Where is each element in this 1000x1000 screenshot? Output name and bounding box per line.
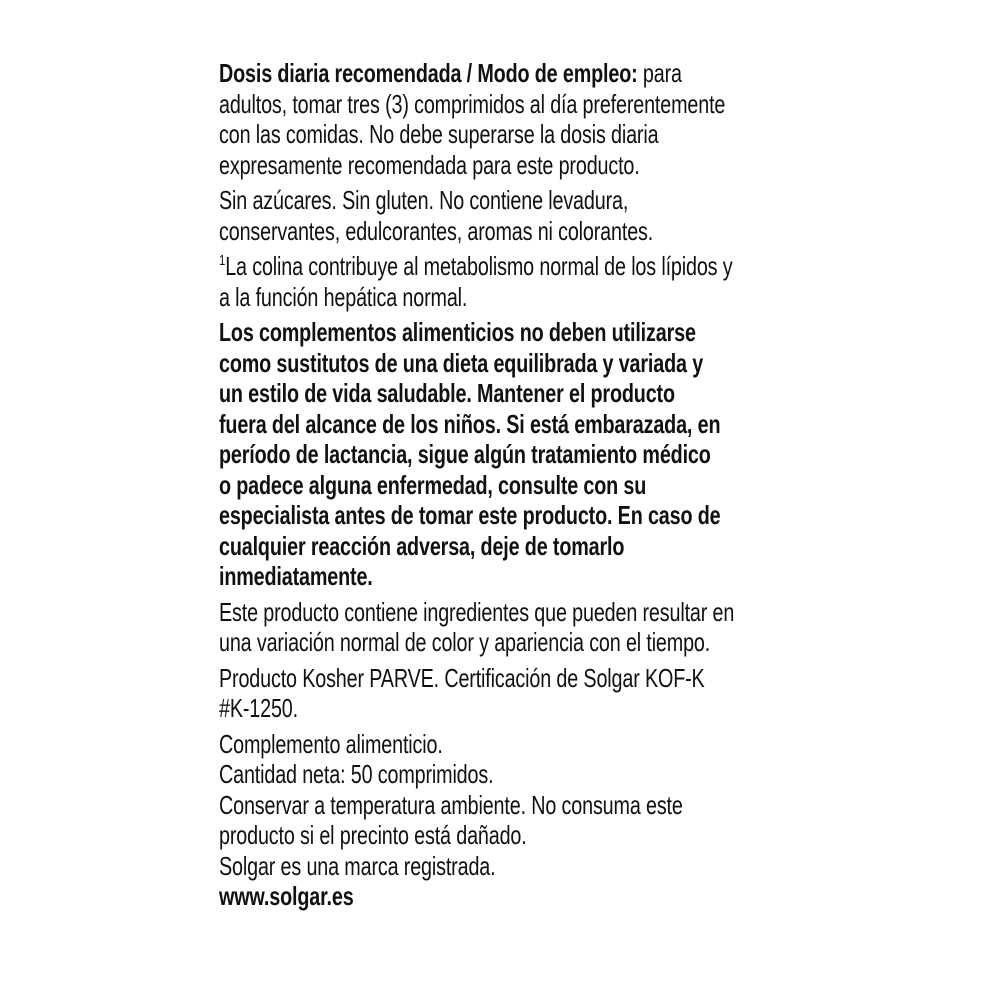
trademark-paragraph: [219, 851, 779, 882]
free-from-line: Sin azúcares. Sin gluten. No contiene levadura,: [219, 185, 629, 215]
website-link[interactable]: www.solgar.es: [219, 881, 354, 911]
dosage-line-1-rest: para: [637, 58, 682, 88]
warning-line: fuera del alcance de los niños. Si está embarazada, en: [219, 408, 721, 439]
free-from-paragraph: [219, 185, 779, 246]
website-paragraph: [219, 881, 779, 912]
warning-line: Los complementos alimenticios no deben utilizarse: [219, 317, 696, 347]
free-from-line: conservantes, edulcorantes, aromas ni colorantes.: [219, 215, 654, 246]
footnote-line-1: [219, 251, 733, 282]
net-quantity-line: Cantidad neta: 50 comprimidos.: [219, 759, 494, 789]
warning-line: inmediatamente.: [219, 561, 373, 591]
footnote-line: a la función hepática normal.: [219, 281, 468, 312]
warning-line: cualquier reacción adversa, deje de tomarlo: [219, 530, 625, 561]
variation-paragraph: [219, 597, 779, 658]
dosage-paragraph: [219, 58, 779, 180]
trademark-line: Solgar es una marca registrada.: [219, 850, 496, 881]
footnote-marker: 1: [219, 252, 226, 269]
dosage-line: con las comidas. No debe superarse la dosis diaria: [219, 119, 659, 149]
warning-paragraph: [219, 317, 779, 592]
footnote-paragraph: [219, 251, 779, 312]
warning-line: un estilo de vida saludable. Mantener el producto: [219, 378, 675, 408]
dosage-line: expresamente recomendada para este producto.: [219, 149, 640, 180]
storage-paragraph: [219, 790, 779, 851]
kosher-paragraph: [219, 663, 779, 724]
storage-line: producto si el precinto está dañado.: [219, 820, 527, 850]
product-label-text: [219, 58, 779, 912]
dosage-line-1: [219, 58, 682, 89]
storage-line: Conservar a temperatura ambiente. No consuma este: [219, 789, 683, 820]
dosage-line: adultos, tomar tres (3) comprimidos al día preferentemente: [219, 88, 726, 119]
variation-line: Este producto contiene ingredientes que pueden resultar en: [219, 596, 735, 627]
net-quantity-paragraph: [219, 759, 779, 790]
warning-line: como sustitutos de una dieta equilibrada y variada y: [219, 347, 704, 378]
warning-line: especialista antes de tomar este producto. En caso de: [219, 500, 721, 530]
warning-line: período de lactancia, sigue algún tratamiento médico: [219, 439, 711, 469]
footnote-text: La colina contribuye al metabolismo normal de los lípidos y: [225, 251, 733, 281]
warning-line: o padece alguna enfermedad, consulte con su: [219, 469, 647, 500]
kosher-line: #K-1250.: [219, 693, 298, 723]
dosage-heading: Dosis diaria recomendada / Modo de empleo:: [219, 58, 638, 88]
category-line: Complemento alimenticio.: [219, 728, 443, 759]
category-paragraph: [219, 729, 779, 760]
variation-line: una variación normal de color y apariencia con el tiempo.: [219, 627, 711, 657]
kosher-line: Producto Kosher PARVE. Certificación de Solgar KOF-K: [219, 662, 705, 693]
